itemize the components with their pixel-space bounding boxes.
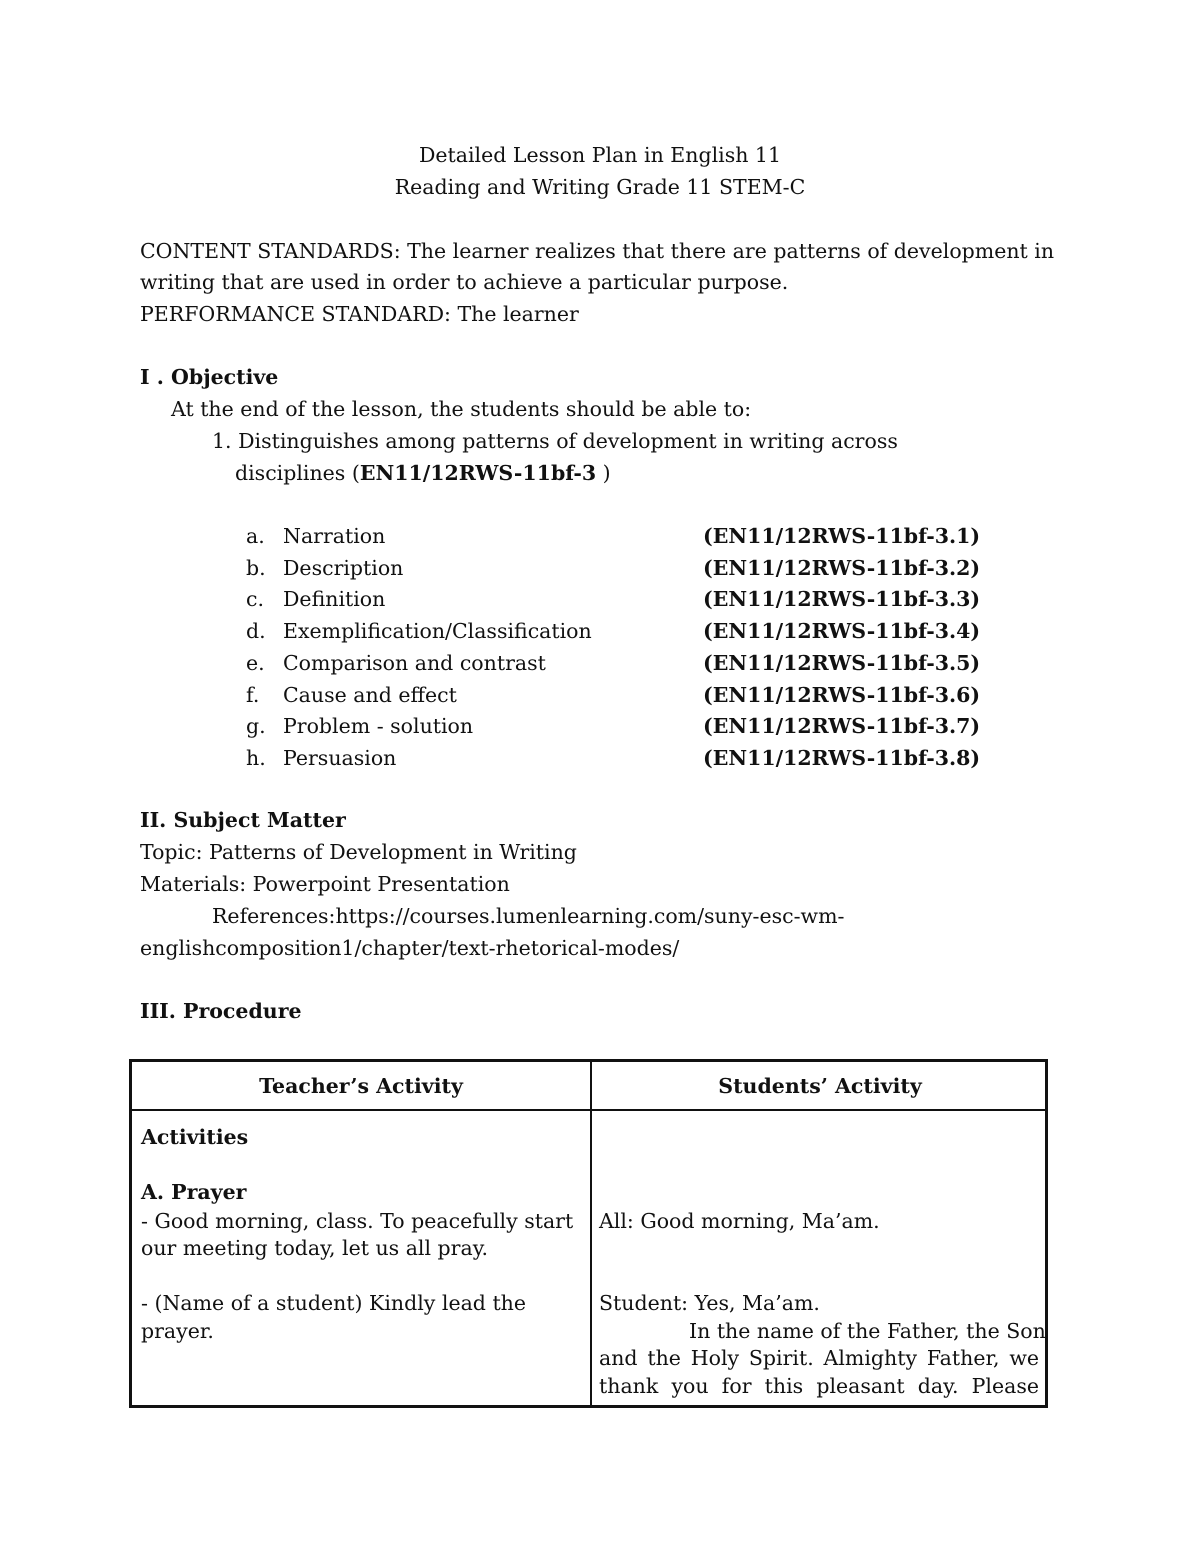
activities-label: Activities [141, 1125, 249, 1149]
header-teacher-activity: Teacher’s Activity [259, 1074, 463, 1098]
student-line-2: Student: Yes, Ma’am. [599, 1291, 820, 1315]
procedure-table [129, 1059, 1048, 1408]
topic: Topic: Patterns of Development in Writing [140, 840, 577, 864]
student-line-1: All: Good morning, Ma’am. [599, 1209, 880, 1233]
teacher-line-3: - (Name of a student) Kindly lead the [141, 1291, 527, 1315]
pattern-list-text: Definition [283, 587, 386, 611]
teacher-line-4: prayer. [141, 1319, 214, 1343]
pattern-list-code: (EN11/12RWS-11bf-3.2) [703, 556, 981, 580]
student-line-4: and the Holy Spirit. Almighty Father, we [599, 1346, 1039, 1370]
subject-matter-heading: II. Subject Matter [140, 808, 346, 832]
pattern-list-text: Narration [283, 524, 386, 548]
references-line-1: References:https://courses.lumenlearning.com/suny-esc-wm- [212, 904, 845, 928]
pattern-list-letter: e. [246, 651, 265, 675]
pattern-list-code: (EN11/12RWS-11bf-3.1) [703, 524, 981, 548]
content-standards-label: CONTENT STANDARDS: [140, 239, 401, 263]
pattern-list-text: Comparison and contrast [283, 651, 546, 675]
pattern-list-letter: f. [246, 683, 260, 707]
objective-item-1: 1. Distinguishes among patterns of development in writing across [212, 429, 898, 453]
pattern-list-letter: g. [246, 714, 266, 738]
objective-item-1-cont: disciplines (EN11/12RWS-11bf-3 ) [235, 461, 611, 485]
pattern-list-text: Cause and effect [283, 683, 457, 707]
pattern-list-letter: c. [246, 587, 264, 611]
pattern-list-text: Description [283, 556, 404, 580]
content-standards-text-2: writing that are used in order to achieve a particular purpose. [140, 270, 789, 294]
pattern-list-letter: b. [246, 556, 266, 580]
prayer-heading: A. Prayer [141, 1180, 247, 1204]
pattern-list-code: (EN11/12RWS-11bf-3.7) [703, 714, 981, 738]
document-subtitle: Reading and Writing Grade 11 STEM-C [394, 175, 806, 199]
objective-intro: At the end of the lesson, the students should be able to: [171, 397, 752, 421]
content-standards-text-1: The learner realizes that there are patterns of development in [400, 239, 1055, 263]
procedure-heading: III. Procedure [140, 999, 302, 1023]
pattern-list-text: Persuasion [283, 746, 397, 770]
pattern-list-letter: a. [246, 524, 265, 548]
performance-standard-label: PERFORMANCE STANDARD: [140, 302, 451, 326]
pattern-list-code: (EN11/12RWS-11bf-3.4) [703, 619, 981, 643]
teacher-line-1: - Good morning, class. To peacefully start [141, 1209, 574, 1233]
pattern-list-code: (EN11/12RWS-11bf-3.8) [703, 746, 981, 770]
student-line-5: thank you for this pleasant day. Please [599, 1374, 1039, 1398]
header-students-activity: Students’ Activity [718, 1074, 922, 1098]
materials: Materials: Powerpoint Presentation [140, 872, 510, 896]
references-line-2: englishcomposition1/chapter/text-rhetorical-modes/ [140, 936, 680, 960]
table-column-divider [590, 1062, 592, 1405]
content-standards-line-1 [140, 237, 1054, 265]
pattern-list-code: (EN11/12RWS-11bf-3.3) [703, 587, 981, 611]
pattern-list-text: Problem - solution [283, 714, 474, 738]
student-line-3: In the name of the Father, the Son [689, 1319, 1046, 1343]
objective-heading: I . Objective [140, 365, 279, 389]
teacher-line-2: our meeting today, let us all pray. [141, 1236, 489, 1260]
performance-standard [140, 300, 579, 328]
pattern-list-text: Exemplification/Classification [283, 619, 592, 643]
pattern-list-letter: d. [246, 619, 266, 643]
pattern-list-code: (EN11/12RWS-11bf-3.6) [703, 683, 981, 707]
document-title: Detailed Lesson Plan in English 11 [418, 143, 782, 167]
performance-standard-text: The learner [450, 302, 579, 326]
pattern-list-letter: h. [246, 746, 266, 770]
table-header-divider [132, 1109, 1045, 1111]
pattern-list-code: (EN11/12RWS-11bf-3.5) [703, 651, 981, 675]
